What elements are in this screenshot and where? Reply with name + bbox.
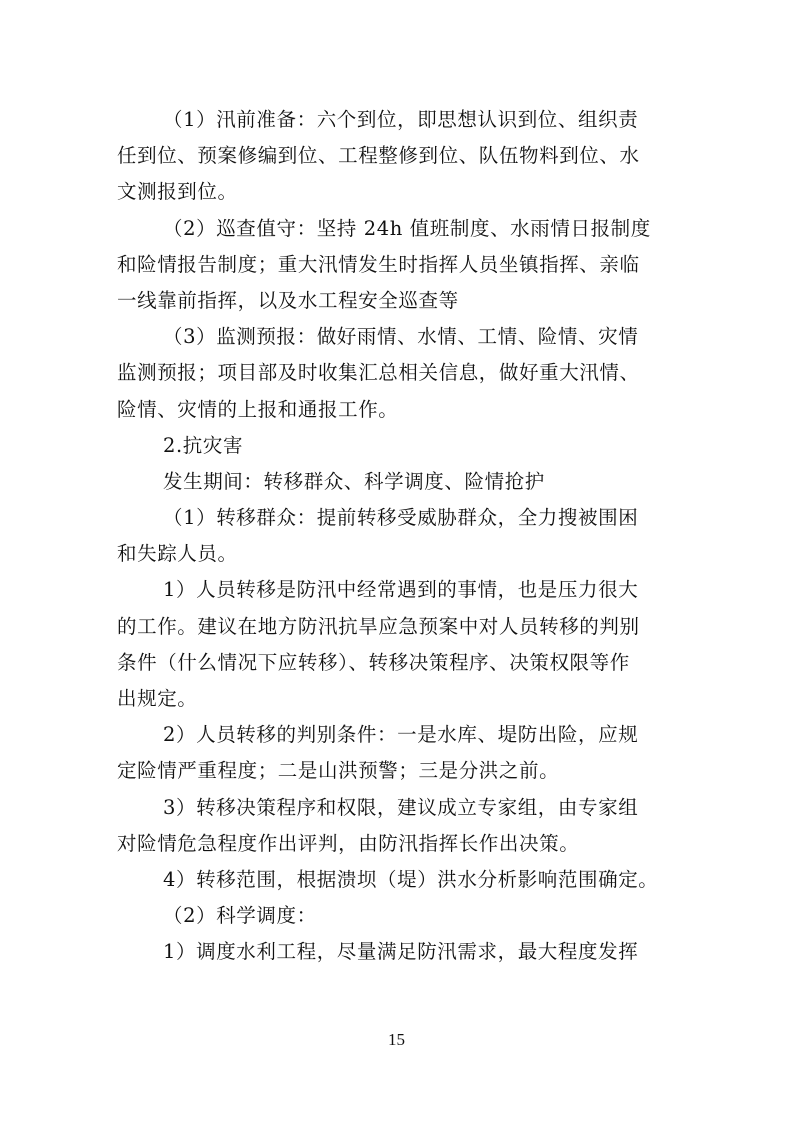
text-line: （2）巡查值守：坚持 24h 值班制度、水雨情日报制度 <box>163 216 651 240</box>
text-line: （1）汛前准备：六个到位，即思想认识到位、组织责 <box>163 108 639 131</box>
text-line: （1）转移群众：提前转移受威胁群众，全力搜被围困 <box>163 506 639 530</box>
text-line: 条件（什么情况下应转移）、转移决策程序、决策权限等作 <box>117 650 630 674</box>
text-line: 的工作。建议在地方防汛抗旱应急预案中对人员转移的判别 <box>117 614 640 638</box>
text-line: 发生期间：转移群众、科学调度、险情抢护 <box>163 469 545 493</box>
text-line: （3）监测预报：做好雨情、水情、工情、险情、灾情 <box>163 325 639 349</box>
text-line: 对险情危急程度作出评判，由防汛指挥长作出决策。 <box>117 831 580 855</box>
text-line: 监测预报；项目部及时收集汇总相关信息，做好重大汛情、 <box>117 361 640 385</box>
text-line: 和险情报告制度；重大汛情发生时指挥人员坐镇指挥、亲临 <box>117 252 640 276</box>
text-line: 3）转移决策程序和权限，建议成立专家组，由专家组 <box>163 795 639 819</box>
text-line: 一线靠前指挥，以及水工程安全巡查等 <box>117 288 459 312</box>
text-line: 1）人员转移是防汛中经常遇到的事情，也是压力很大 <box>163 578 639 602</box>
text-line: 出规定。 <box>117 687 198 710</box>
body-text <box>117 102 674 971</box>
section-heading: 2.抗灾害 <box>163 433 244 457</box>
text-line: （2）科学调度： <box>163 904 317 928</box>
text-line: 2）人员转移的判别条件：一是水库、堤防出险，应规 <box>163 723 639 747</box>
text-line: 任到位、预案修编到位、工程整修到位、队伍物料到位、水 <box>117 144 640 168</box>
text-line: 1）调度水利工程，尽量满足防汛需求，最大程度发挥 <box>163 940 639 964</box>
text-line: 定险情严重程度；二是山洪预警；三是分洪之前。 <box>117 759 560 783</box>
text-line: 文测报到位。 <box>117 180 238 204</box>
text-line: 险情、灾情的上报和通报工作。 <box>117 397 399 421</box>
text-line: 4）转移范围，根据溃坝（堤）洪水分析影响范围确定。 <box>163 867 659 891</box>
page-number: 15 <box>388 1030 405 1049</box>
text-line: 和失踪人员。 <box>117 542 238 566</box>
